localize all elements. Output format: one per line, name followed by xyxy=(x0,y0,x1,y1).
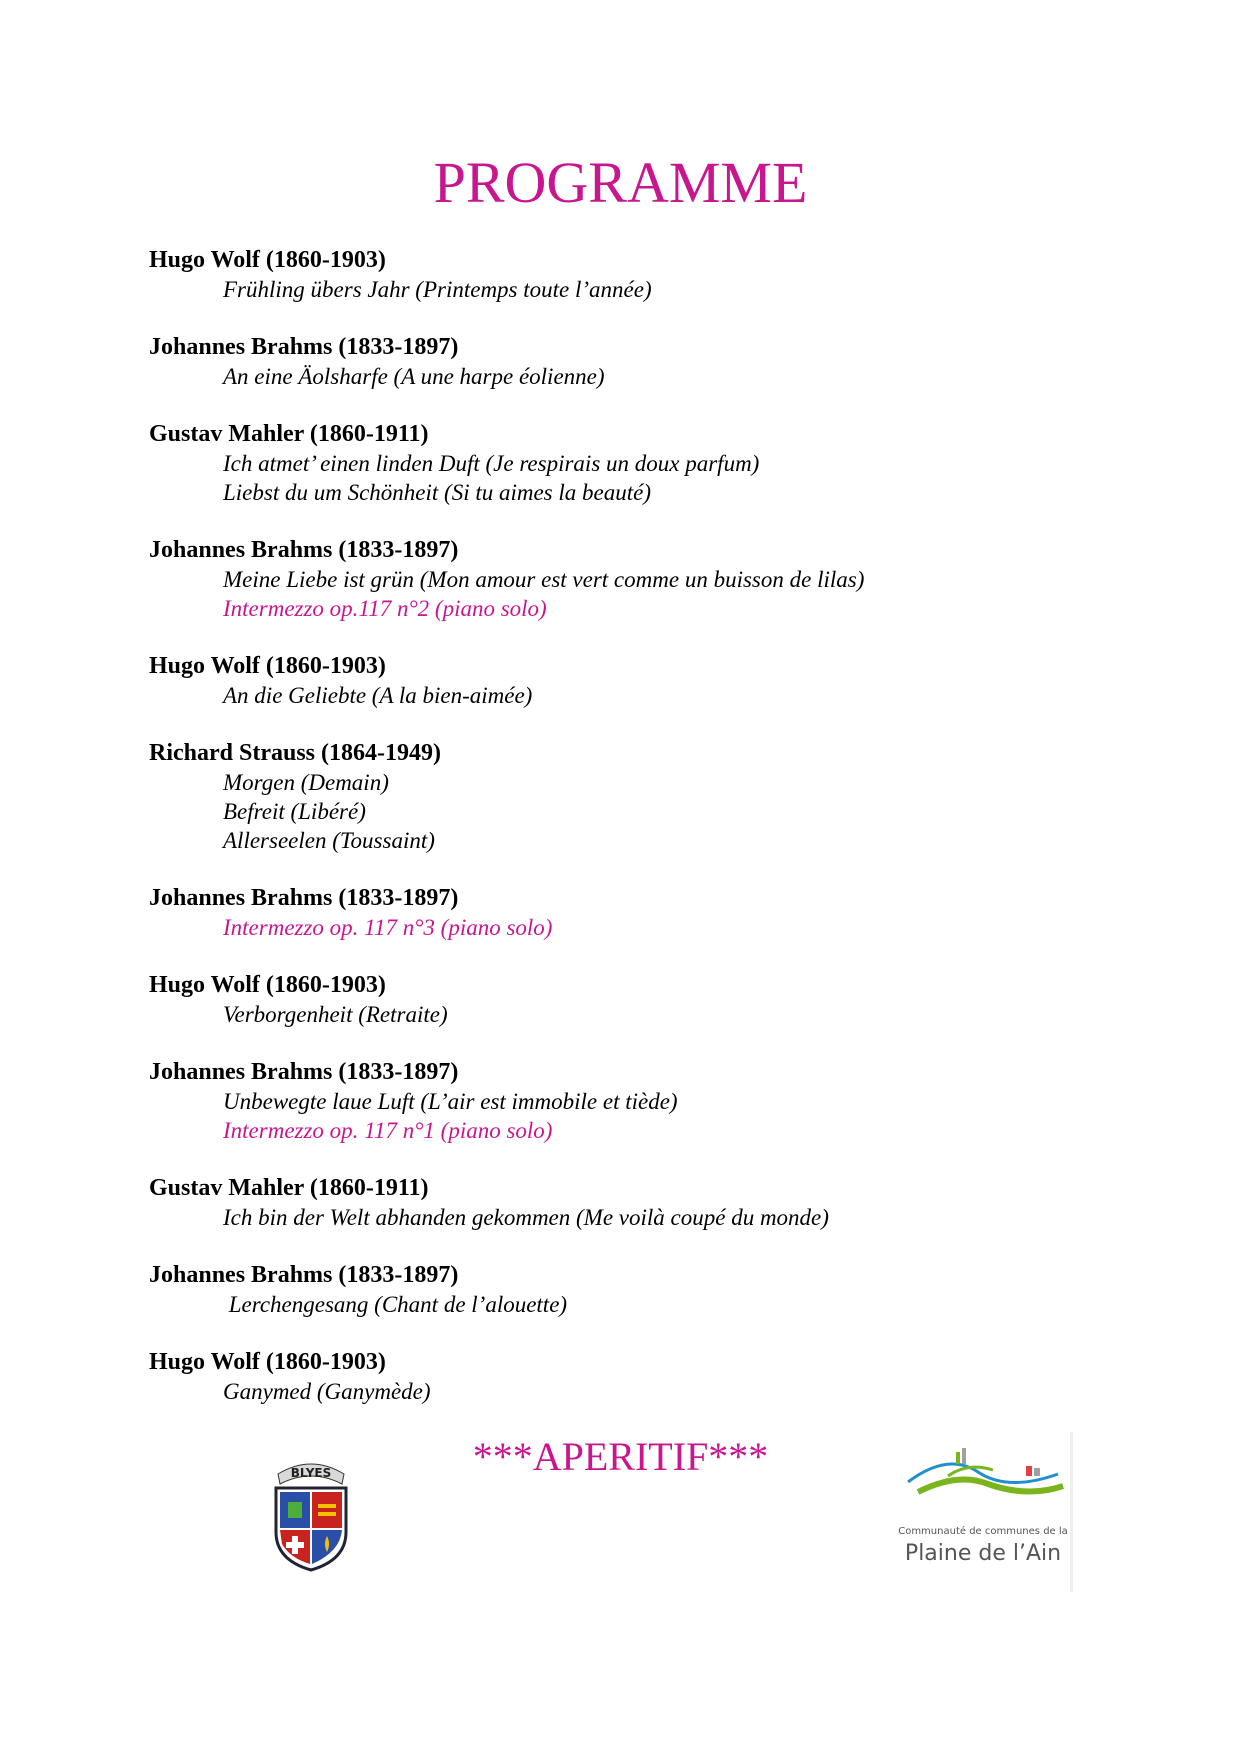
page-title: PROGRAMME xyxy=(433,150,808,215)
programme-list xyxy=(149,245,1149,1434)
song-title: An die Geliebte (A la bien-aimée) xyxy=(223,683,533,708)
composer-heading: Richard Strauss (1864-1949) xyxy=(149,740,441,766)
composer-heading: Johannes Brahms (1833-1897) xyxy=(149,1262,459,1288)
song-title: Morgen (Demain) xyxy=(223,770,389,795)
aperitif-label: ***APERITIF*** xyxy=(472,1434,769,1479)
programme-section xyxy=(149,1057,1149,1145)
song-title: Lerchengesang (Chant de l’alouette) xyxy=(223,1292,568,1317)
programme-section xyxy=(149,1173,1149,1232)
blyes-coat-of-arms-icon xyxy=(270,1452,352,1572)
song-title: Meine Liebe ist grün (Mon amour est vert comme un buisson de lilas) xyxy=(223,567,865,592)
svg-text:Communauté de communes de la: Communauté de communes de la xyxy=(898,1526,1068,1537)
composer-heading: Hugo Wolf (1860-1903) xyxy=(149,1349,386,1375)
programme-section xyxy=(149,883,1149,942)
song-title: Befreit (Libéré) xyxy=(223,799,366,824)
composer-heading: Johannes Brahms (1833-1897) xyxy=(149,334,459,360)
piano-solo-work: Intermezzo op.117 n°2 (piano solo) xyxy=(223,596,547,621)
svg-text:BLYES: BLYES xyxy=(290,1466,332,1480)
song-title: Ganymed (Ganymède) xyxy=(223,1379,431,1404)
composer-heading: Hugo Wolf (1860-1903) xyxy=(149,972,386,998)
piano-solo-work: Intermezzo op. 117 n°1 (piano solo) xyxy=(223,1118,553,1143)
plaine-de-l-ain-logo-icon xyxy=(898,1432,1078,1592)
programme-section xyxy=(149,419,1149,507)
song-title: Unbewegte laue Luft (L’air est immobile et tiède) xyxy=(223,1089,678,1114)
composer-heading: Johannes Brahms (1833-1897) xyxy=(149,885,459,911)
svg-text:Plaine de l’Ain: Plaine de l’Ain xyxy=(904,1541,1062,1566)
composer-heading: Hugo Wolf (1860-1903) xyxy=(149,247,386,273)
song-title: Frühling übers Jahr (Printemps toute l’année) xyxy=(223,277,652,302)
song-title: Allerseelen (Toussaint) xyxy=(223,828,435,853)
composer-heading: Johannes Brahms (1833-1897) xyxy=(149,1059,459,1085)
song-title: Liebst du um Schönheit (Si tu aimes la beauté) xyxy=(223,480,651,505)
programme-section xyxy=(149,651,1149,710)
composer-heading: Johannes Brahms (1833-1897) xyxy=(149,537,459,563)
programme-section xyxy=(149,1347,1149,1406)
song-title: Ich bin der Welt abhanden gekommen (Me voilà coupé du monde) xyxy=(223,1205,829,1230)
programme-section xyxy=(149,738,1149,855)
composer-heading: Gustav Mahler (1860-1911) xyxy=(149,1175,429,1201)
programme-section xyxy=(149,535,1149,623)
song-title: Verborgenheit (Retraite) xyxy=(223,1002,448,1027)
programme-section xyxy=(149,332,1149,391)
programme-section xyxy=(149,970,1149,1029)
piano-solo-work: Intermezzo op. 117 n°3 (piano solo) xyxy=(223,915,553,940)
programme-section xyxy=(149,245,1149,304)
song-title: An eine Äolsharfe (A une harpe éolienne) xyxy=(223,364,605,389)
programme-section xyxy=(149,1260,1149,1319)
composer-heading: Hugo Wolf (1860-1903) xyxy=(149,653,386,679)
composer-heading: Gustav Mahler (1860-1911) xyxy=(149,421,429,447)
song-title: Ich atmet’ einen linden Duft (Je respirais un doux parfum) xyxy=(223,451,760,476)
